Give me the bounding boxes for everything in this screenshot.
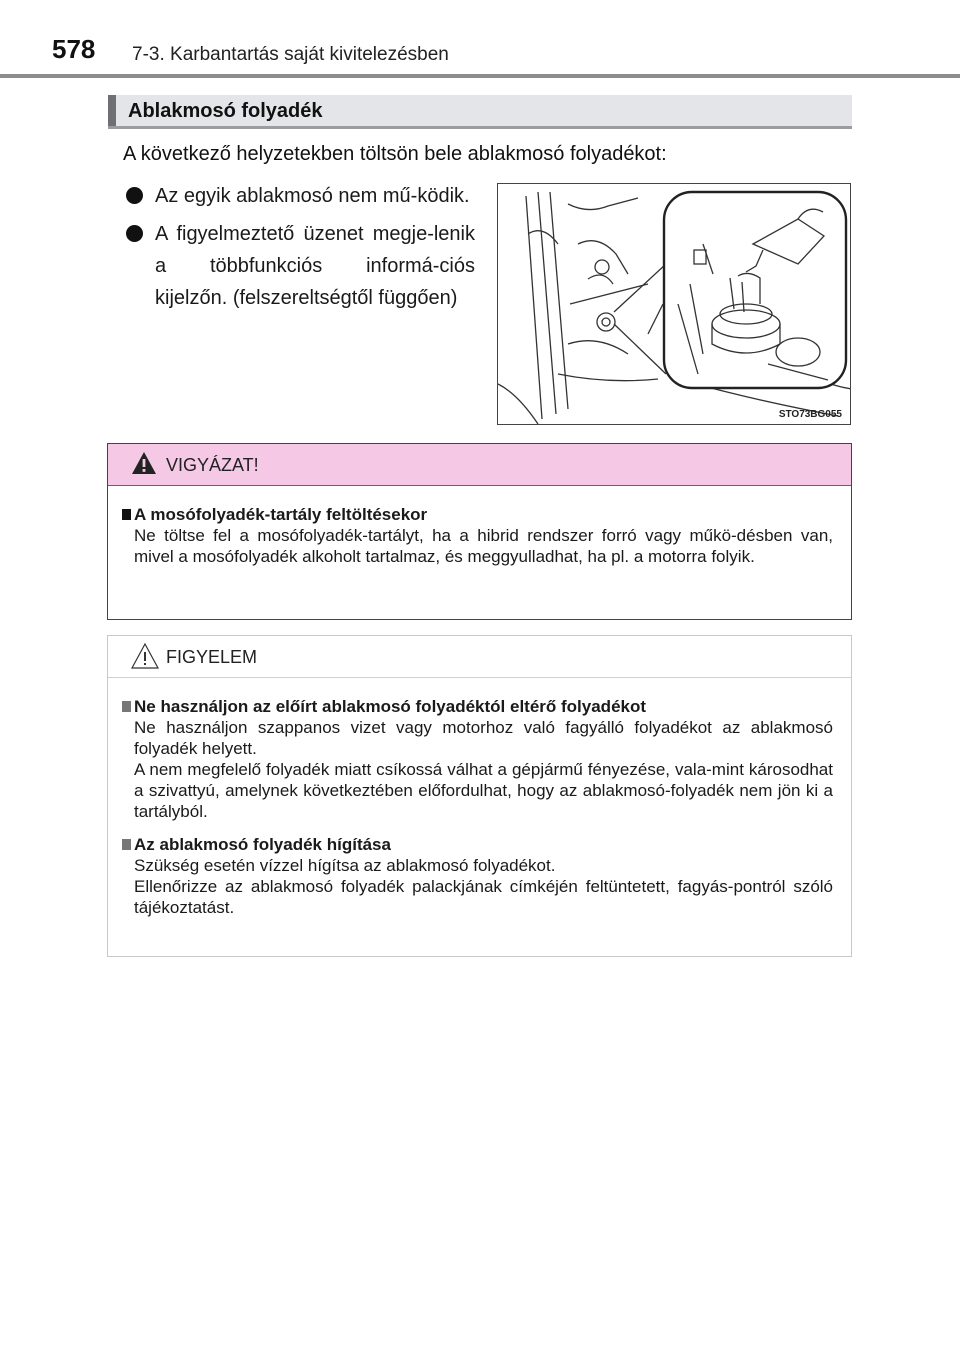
- bullet-text: A figyelmeztető üzenet megje-lenik a többfunkciós informá-ciós kijelzőn. (felszereltségtől függően): [155, 223, 475, 309]
- bullet-dot-icon: [126, 187, 143, 204]
- washer-fluid-illustration: [497, 183, 851, 425]
- bullet-text: Az egyik ablakmosó nem mű-ködik.: [155, 185, 470, 207]
- section-title: Ablakmosó folyadék: [128, 100, 323, 122]
- bullet-list: [123, 180, 475, 320]
- square-bullet-icon: [122, 509, 131, 520]
- section-heading: [108, 95, 852, 129]
- square-bullet-icon: [122, 701, 131, 712]
- section-accent: [108, 95, 116, 126]
- bullet-item: [123, 180, 475, 212]
- header-rule: [0, 74, 960, 78]
- notice-item-title-text: Ne használjon az előírt ablakmosó folyadéktól eltérő folyadékot: [134, 697, 647, 716]
- notice-box: [107, 635, 852, 957]
- notice-item-text: Szükség esetén vízzel hígítsa az ablakmosó folyadékot.: [134, 856, 556, 875]
- notice-item-text: Ellenőrizze az ablakmosó folyadék palackjának címkéjén feltüntetett, fagyás-pontról szóló tájékoztatást.: [134, 877, 833, 917]
- caution-item-title: [122, 504, 833, 525]
- caution-item-title-text: A mosófolyadék-tartály feltöltésekor: [134, 505, 428, 524]
- page-number: 578: [52, 34, 96, 64]
- notice-header: [108, 636, 851, 678]
- chapter-title: 7-3. Karbantartás saját kivitelezésben: [132, 44, 449, 65]
- bullet-item: [123, 218, 475, 314]
- caution-label: VIGYÁZAT!: [166, 455, 259, 475]
- notice-body: [108, 678, 851, 918]
- notice-item-title-text: Az ablakmosó folyadék hígítása: [134, 835, 391, 854]
- notice-triangle-icon: [130, 642, 160, 670]
- engine-bay-drawing: [498, 184, 851, 425]
- caution-header: [108, 444, 851, 486]
- caution-box: [107, 443, 852, 620]
- notice-item-title: [122, 696, 833, 717]
- figure-code: STO73BG055: [778, 409, 842, 420]
- notice-item-title: [122, 834, 833, 855]
- square-bullet-icon: [122, 839, 131, 850]
- notice-label: FIGYELEM: [166, 647, 258, 667]
- caution-item-text: Ne töltse fel a mosófolyadék-tartályt, ha a hibrid rendszer forró vagy műkö-désben van, mivel a mosófolyadék alkoholt tartalmaz, és meggyulladhat, ha pl. a motorra folyik.: [134, 526, 833, 566]
- intro-text: A következő helyzetekben töltsön bele ablakmosó folyadékot:: [123, 143, 667, 165]
- warning-triangle-icon: [130, 450, 158, 476]
- notice-item-text: A nem megfelelő folyadék miatt csíkossá válhat a gépjármű fényezése, vala-mint károsodhat a szivattyú, amelynek következtében előfordulhat, hogy az ablakmosó-folyadék nem jön ki a tartályból.: [134, 760, 833, 821]
- caution-body: [108, 486, 851, 567]
- bullet-dot-icon: [126, 225, 143, 242]
- notice-item-text: Ne használjon szappanos vizet vagy motorhoz való fagyálló folyadékot az ablakmosó folyadék helyett.: [134, 718, 833, 758]
